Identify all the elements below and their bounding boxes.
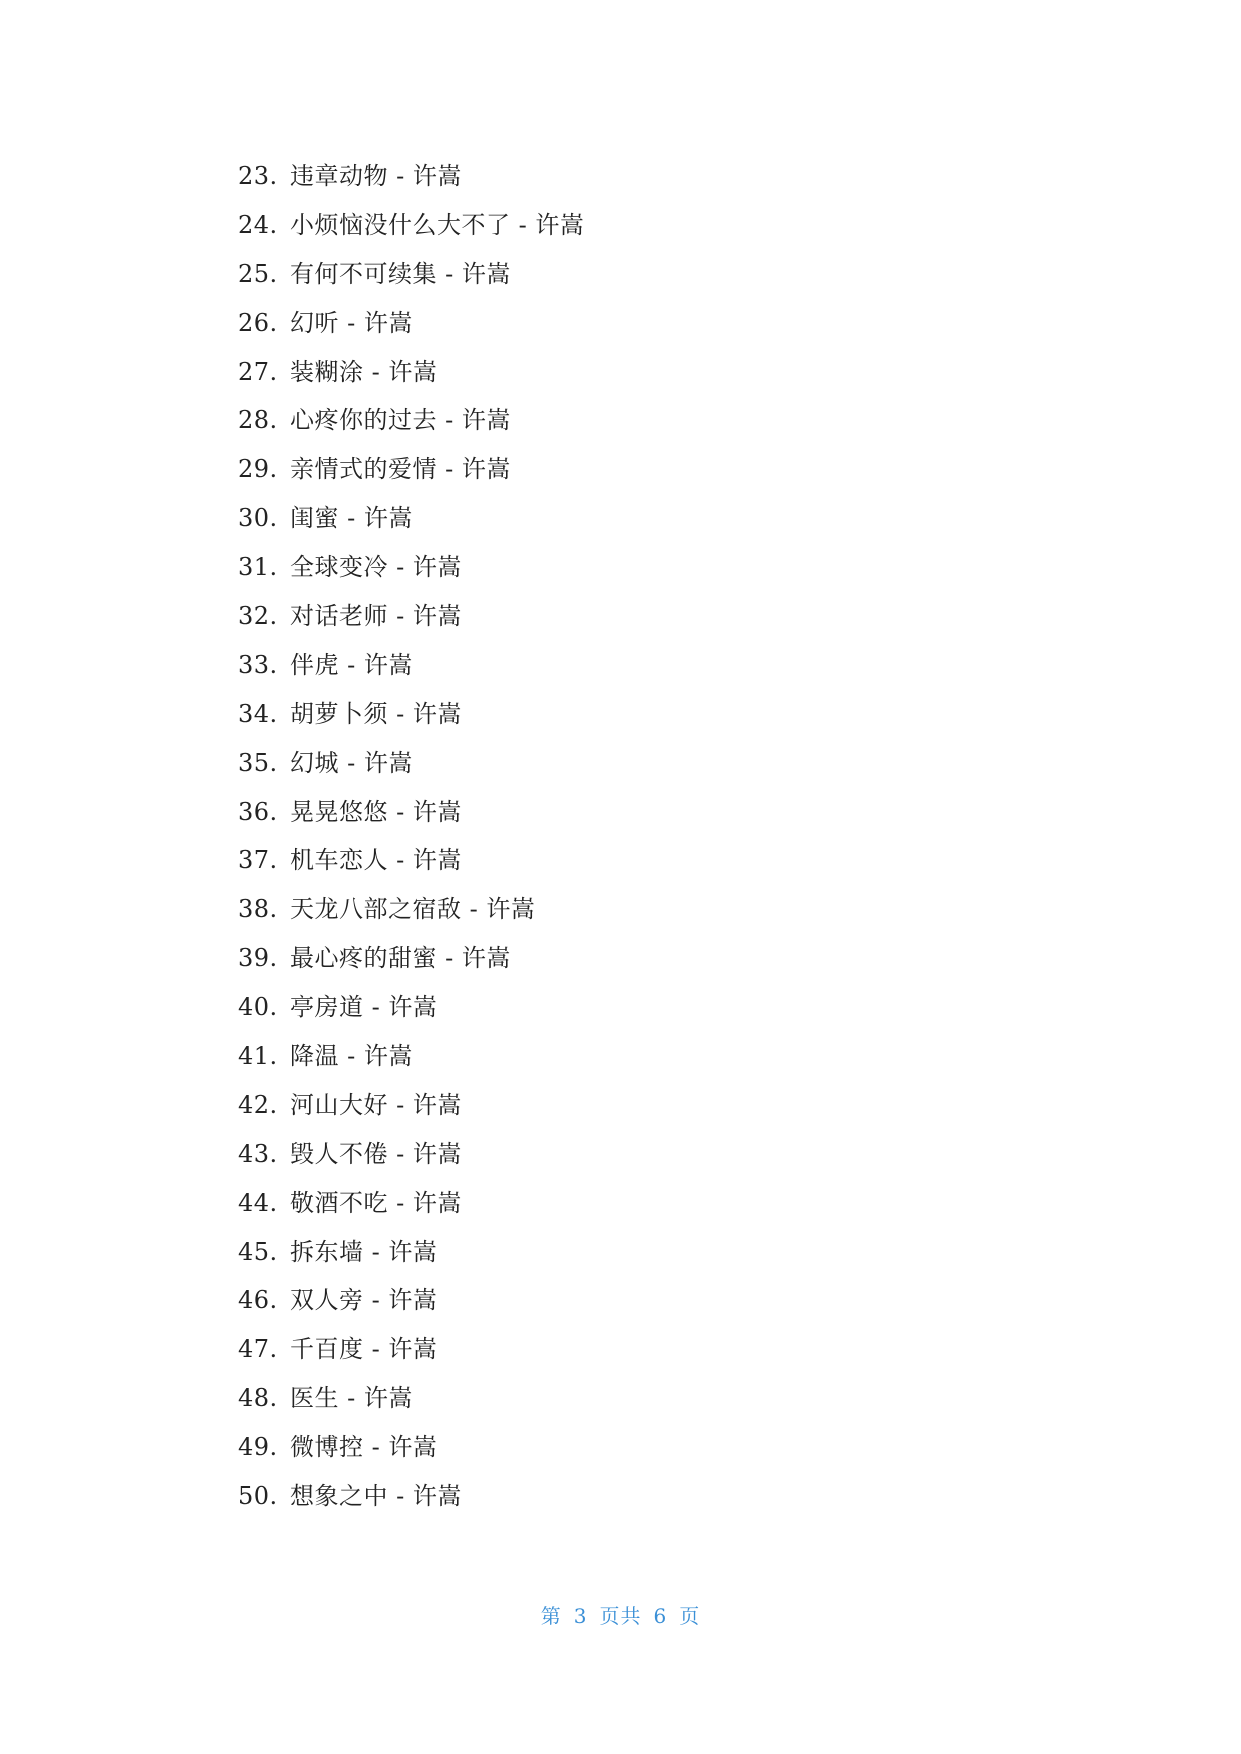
item-number: 23. xyxy=(238,162,278,190)
song-title: 降温 - 许嵩 xyxy=(290,1042,413,1071)
list-item xyxy=(238,348,584,397)
item-number: 26. xyxy=(238,308,278,337)
footer-suffix: 页 xyxy=(679,1604,701,1628)
list-item xyxy=(238,494,584,543)
list-item xyxy=(238,836,584,885)
item-number: 32. xyxy=(238,602,278,631)
list-item xyxy=(238,152,584,201)
list-item xyxy=(238,934,584,983)
item-number: 29. xyxy=(238,455,278,484)
song-title: 想象之中 - 许嵩 xyxy=(290,1482,462,1511)
item-number: 39. xyxy=(238,944,278,973)
item-number: 27. xyxy=(238,357,278,386)
item-number: 46. xyxy=(238,1286,278,1315)
list-item xyxy=(238,1179,584,1228)
song-title: 亲情式的爱情 - 许嵩 xyxy=(290,455,511,484)
list-item xyxy=(238,592,584,641)
page-footer xyxy=(0,1600,1241,1629)
list-item xyxy=(238,788,584,837)
item-number: 24. xyxy=(238,210,278,239)
song-title: 装糊涂 - 许嵩 xyxy=(290,357,438,386)
song-title: 拆东墙 - 许嵩 xyxy=(290,1237,438,1266)
item-number: 33. xyxy=(238,650,278,679)
list-item xyxy=(238,1032,584,1081)
list-item xyxy=(238,1130,584,1179)
song-title: 违章动物 - 许嵩 xyxy=(290,162,462,190)
item-number: 49. xyxy=(238,1433,278,1462)
item-number: 28. xyxy=(238,406,278,435)
song-title: 毁人不倦 - 许嵩 xyxy=(290,1139,462,1168)
list-item xyxy=(238,1374,584,1423)
song-title: 闺蜜 - 许嵩 xyxy=(290,504,413,533)
song-title: 对话老师 - 许嵩 xyxy=(290,602,462,631)
list-item xyxy=(238,885,584,934)
song-title: 机车恋人 - 许嵩 xyxy=(290,846,462,875)
list-item xyxy=(238,250,584,299)
footer-total-pages: 6 xyxy=(653,1604,668,1628)
item-number: 35. xyxy=(238,748,278,777)
song-title: 最心疼的甜蜜 - 许嵩 xyxy=(290,944,511,973)
item-number: 47. xyxy=(238,1335,278,1364)
footer-middle: 页共 xyxy=(599,1604,642,1628)
list-item xyxy=(238,1325,584,1374)
list-item xyxy=(238,1423,584,1472)
list-item xyxy=(238,1276,584,1325)
item-number: 42. xyxy=(238,1090,278,1119)
song-title: 河山大好 - 许嵩 xyxy=(290,1090,462,1119)
list-item xyxy=(238,983,584,1032)
list-item xyxy=(238,396,584,445)
list-item xyxy=(238,1228,584,1277)
list-item xyxy=(238,445,584,494)
song-title: 幻听 - 许嵩 xyxy=(290,308,413,337)
item-number: 38. xyxy=(238,895,278,924)
song-title: 幻城 - 许嵩 xyxy=(290,748,413,777)
song-title: 小烦恼没什么大不了 - 许嵩 xyxy=(290,210,585,239)
list-item xyxy=(238,201,584,250)
item-number: 41. xyxy=(238,1042,278,1071)
item-number: 37. xyxy=(238,846,278,875)
list-item xyxy=(238,1081,584,1130)
song-title: 双人旁 - 许嵩 xyxy=(290,1286,438,1315)
item-number: 31. xyxy=(238,553,278,582)
footer-current-page: 3 xyxy=(573,1604,588,1628)
song-title: 全球变冷 - 许嵩 xyxy=(290,553,462,582)
item-number: 48. xyxy=(238,1384,278,1413)
song-title: 胡萝卜须 - 许嵩 xyxy=(290,699,462,728)
list-item xyxy=(238,739,584,788)
item-number: 40. xyxy=(238,993,278,1022)
song-title: 敬酒不吃 - 许嵩 xyxy=(290,1188,462,1217)
song-list xyxy=(238,152,584,1521)
song-title: 微博控 - 许嵩 xyxy=(290,1433,438,1462)
item-number: 44. xyxy=(238,1188,278,1217)
song-title: 医生 - 许嵩 xyxy=(290,1384,413,1413)
list-item xyxy=(238,641,584,690)
item-number: 25. xyxy=(238,259,278,288)
song-title: 有何不可续集 - 许嵩 xyxy=(290,259,511,288)
list-item xyxy=(238,1472,584,1521)
song-title: 天龙八部之宿敌 - 许嵩 xyxy=(290,895,536,924)
footer-prefix: 第 xyxy=(540,1604,562,1628)
item-number: 30. xyxy=(238,504,278,533)
item-number: 34. xyxy=(238,699,278,728)
song-title: 伴虎 - 许嵩 xyxy=(290,650,413,679)
list-item xyxy=(238,299,584,348)
item-number: 43. xyxy=(238,1139,278,1168)
list-item xyxy=(238,543,584,592)
item-number: 36. xyxy=(238,797,278,826)
song-title: 晃晃悠悠 - 许嵩 xyxy=(290,797,462,826)
song-title: 千百度 - 许嵩 xyxy=(290,1335,438,1364)
item-number: 45. xyxy=(238,1237,278,1266)
list-item xyxy=(238,690,584,739)
item-number: 50. xyxy=(238,1482,278,1511)
song-title: 心疼你的过去 - 许嵩 xyxy=(290,406,511,435)
song-title: 亭房道 - 许嵩 xyxy=(290,993,438,1022)
